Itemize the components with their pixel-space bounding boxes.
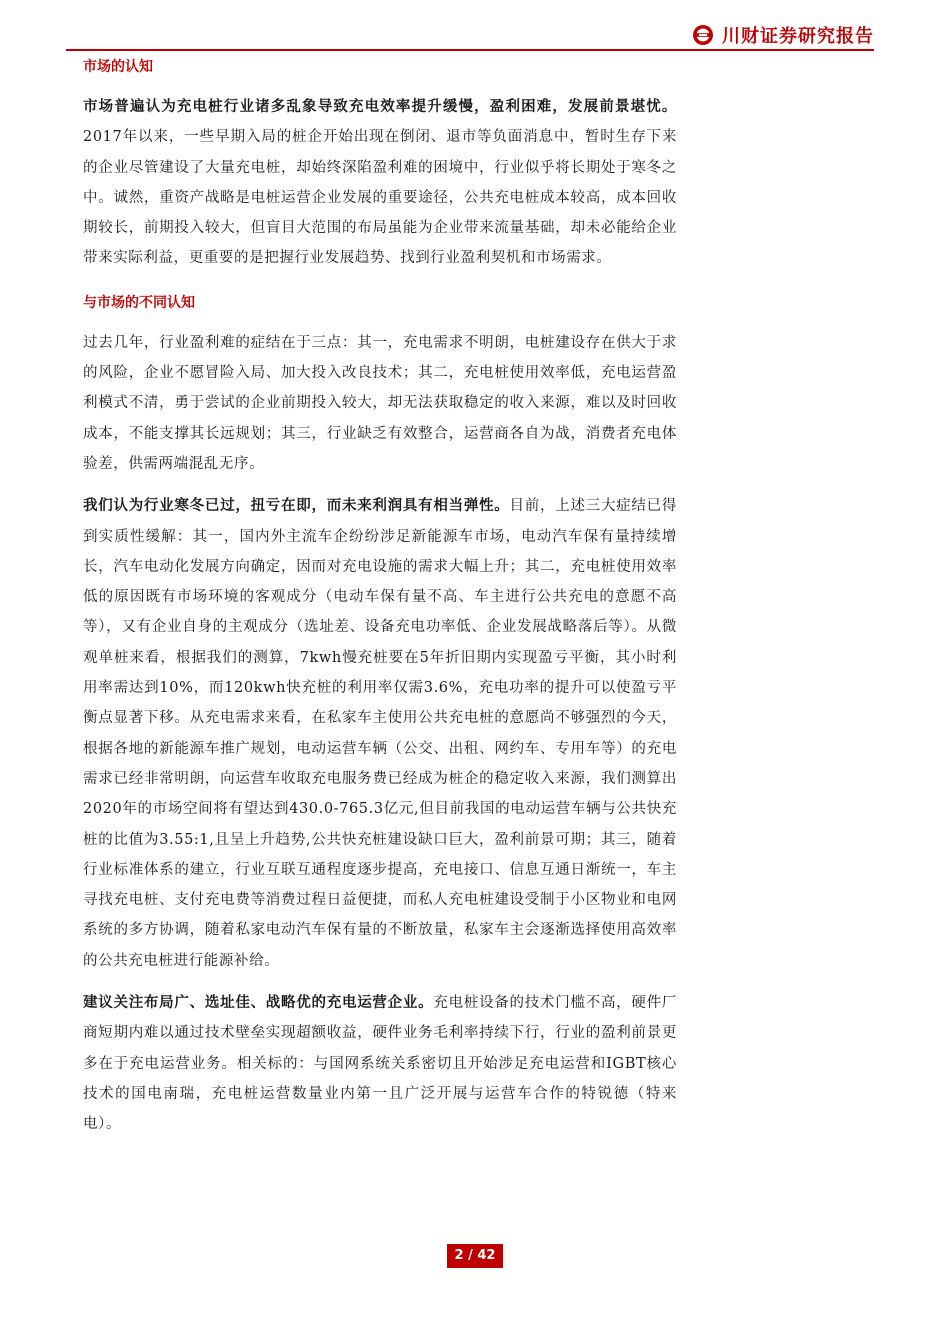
page-header [66,18,874,50]
section-heading-different-view: 与市场的不同认知 [83,294,195,311]
section-heading-market-view: 市场的认知 [83,59,153,75]
paragraph-text: 充电桩设备的技术门槛不高，硬件厂商短期内难以通过技术壁垒实现超额收益，硬件业务毛利率持续下行，行业的盈利前景更多在于充电运营业务。相关标的：与国网系统关系密切且开始涉足充电运营和IGBT核心技术的国电南瑞，充电桩运营数量业内第一且广泛开展与运营车合作的特锐德（特来电）。 [83,995,677,1133]
page-number: 2 / 42 [447,1244,504,1268]
paragraph-text: 过去几年，行业盈利难的症结在于三点：其一，充电需求不明朗，电桩建设存在供大于求的风险，企业不愿冒险入局、加大投入改良技术；其二，充电桩使用效率低，充电运营盈利模式不清，勇于尝试的企业前期投入较大，却无法获取稳定的收入来源，难以及时回收成本，不能支撑其长远规划；其三，行业缺乏有效整合，运营商各自为战，消费者充电体验差，供需两端混乱无序。 [83,334,677,472]
header-divider [66,49,874,51]
paragraph-winter-over [83,491,677,976]
paragraph-past-problems [83,328,677,479]
paragraph-lead-bold: 我们认为行业寒冬已过，扭亏在即，而未来利润具有相当弹性。 [83,498,510,515]
report-body [83,56,677,1152]
paragraph-text: 目前，上述三大症结已得到实质性缓解：其一，国内外主流车企纷纷涉足新能源车市场，电动汽车保有量持续增长，汽车电动化发展方向确定，因而对充电设施的需求大幅上升；其二，充电桩使用效率低的原因既有市场环境的客观成分（电动车保有量不高、车主进行公共充电的意愿不高等），又有企业自身的主观成分（选址差、设备充电功率低、企业发展战略落后等）。从微观单桩来看，根据我们的测算，7kwh慢充桩要在5年折旧期内实现盈亏平衡，其小时利用率需达到10%，而120kwh快充桩的利用率仅需3.6%，充电功率的提升可以使盈亏平衡点显著下移。从充电需求来看，在私家车主使用公共充电桩的意愿尚不够强烈的今天，根据各地的新能源车推广规划，电动运营车辆（公交、出租、网约车、专用车等）的充电需求已经非常明朗，向运营车收取充电服务费已经成为桩企的稳定收入来源，我们测算出2020年的市场空间将有望达到430.0-765.3亿元,但目前我国的电动运营车辆与公共快充桩的比值为3.55:1,且呈上升趋势,公共快充桩建设缺口巨大，盈利前景可期；其三，随着行业标准体系的建立，行业互联互通程度逐步提高，充电接口、信息互通日渐统一，车主寻找充电桩、支付充电费等消费过程日益便捷，而私人充电桩建设受制于小区物业和电网系统的多方协调，随着私家电动汽车保有量的不断放量，私家车主会逐渐选择使用高效率的公共充电桩进行能源补给。 [83,498,677,969]
chuancai-logo-icon [692,24,714,46]
paragraph-lead-bold: 市场普遍认为充电桩行业诸多乱象导致充电效率提升缓慢，盈利困难，发展前景堪忧。 [83,99,677,115]
page-footer [0,1244,950,1268]
paragraph-market-view [83,92,677,274]
paragraph-recommendation [83,988,677,1139]
brand [692,22,874,48]
brand-name: 川财证券研究报告 [722,26,874,47]
paragraph-text: 2017年以来，一些早期入局的桩企开始出现在倒闭、退市等负面消息中，暂时生存下来的企业尽管建设了大量充电桩，却始终深陷盈利难的困境中，行业似乎将长期处于寒冬之中。诚然，重资产战略是电桩运营企业发展的重要途径，公共充电桩成本较高，成本回收期较长，前期投入较大，但盲目大范围的布局虽能为企业带来流量基础，却未必能给企业带来实际利益，更重要的是把握行业发展趋势、找到行业盈利契机和市场需求。 [83,129,677,267]
paragraph-lead-bold: 建议关注布局广、选址佳、战略优的充电运营企业。 [83,995,434,1012]
